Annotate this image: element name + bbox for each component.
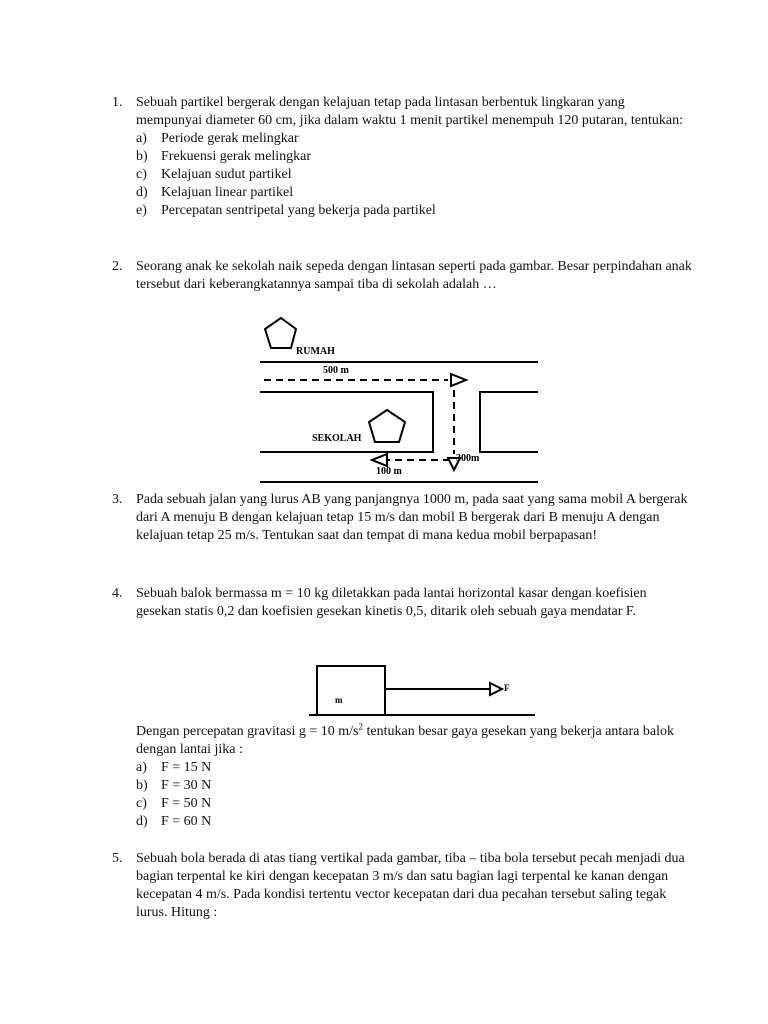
option-text: Kelajuan linear partikel bbox=[161, 185, 294, 200]
option-item bbox=[136, 148, 692, 166]
force-label: F bbox=[504, 683, 510, 693]
superscript: 2 bbox=[358, 721, 363, 732]
option-text: Kelajuan sudut partikel bbox=[161, 167, 292, 182]
option-text: Frekuensi gerak melingkar bbox=[161, 149, 312, 164]
option-label: d) bbox=[136, 185, 148, 200]
question-1 bbox=[112, 94, 692, 220]
option-label: b) bbox=[136, 778, 148, 793]
question-4 bbox=[112, 585, 692, 621]
question-number: 5. bbox=[112, 851, 123, 866]
school-label: SEKOLAH bbox=[312, 433, 362, 444]
option-label: c) bbox=[136, 167, 147, 182]
house-pentagon bbox=[265, 318, 296, 348]
question-4-continued bbox=[112, 723, 692, 831]
option-item bbox=[136, 166, 692, 184]
question-3 bbox=[112, 491, 692, 545]
option-text: F = 30 N bbox=[161, 778, 212, 793]
option-text: Percepatan sentripetal yang bekerja pada partikel bbox=[161, 203, 436, 218]
question-number: 3. bbox=[112, 492, 123, 507]
arrow-left-icon bbox=[372, 454, 387, 466]
question-number: 4. bbox=[112, 586, 123, 601]
question-text: Pada sebuah jalan yang lurus AB yang panjangnya 1000 m, pada saat yang sama mobil A bergerak dari A menuju B dengan kelajuan tetap 15 m/s dan mobil B bergerak dari B menuju A dengan kelajuan tetap 25 m/s. Tentukan saat dan tempat di mana kedua mobil berpapasan! bbox=[136, 492, 688, 543]
option-list bbox=[136, 759, 692, 831]
question-number: 2. bbox=[112, 259, 123, 274]
house-label: RUMAH bbox=[296, 346, 335, 357]
question-text: Sebuah balok bermassa m = 10 kg diletakkan pada lantai horizontal kasar dengan koefisien gesekan statis 0,2 dan koefisien gesekan kinetis 0,5, ditarik oleh sebuah gaya mendatar F. bbox=[136, 586, 647, 619]
option-item bbox=[136, 184, 692, 202]
school-pentagon bbox=[369, 410, 405, 442]
question-number: 1. bbox=[112, 95, 123, 110]
option-label: c) bbox=[136, 796, 147, 811]
option-text: F = 60 N bbox=[161, 814, 212, 829]
question-5 bbox=[112, 850, 692, 922]
mass-label: m bbox=[335, 695, 343, 705]
block-rect bbox=[317, 666, 385, 715]
distance-bottom-label: 100 m bbox=[376, 466, 402, 477]
option-label: b) bbox=[136, 149, 148, 164]
option-label: e) bbox=[136, 203, 147, 218]
arrow-right-icon bbox=[451, 374, 466, 386]
option-item bbox=[136, 202, 692, 220]
question-text: Seorang anak ke sekolah naik sepeda dengan lintasan seperti pada gambar. Besar perpindahan anak tersebut dari keberangkatannya sampai tiba di sekolah adalah … bbox=[136, 259, 692, 292]
option-item bbox=[136, 759, 692, 777]
distance-vertical-label: 300m bbox=[456, 453, 480, 464]
option-item bbox=[136, 813, 692, 831]
route-diagram bbox=[250, 312, 550, 487]
option-list bbox=[136, 130, 692, 220]
distance-top-label: 500 m bbox=[323, 365, 349, 376]
option-item bbox=[136, 795, 692, 813]
question-2 bbox=[112, 258, 692, 294]
option-label: d) bbox=[136, 814, 148, 829]
option-text: F = 50 N bbox=[161, 796, 212, 811]
gravity-text-rest: tentukan besar gaya gesekan yang bekerja antara balok dengan lantai jika : bbox=[136, 724, 674, 757]
option-label: a) bbox=[136, 760, 147, 775]
force-arrow-icon bbox=[490, 683, 502, 695]
road-right-block bbox=[480, 392, 538, 452]
gravity-text: Dengan percepatan gravitasi g = 10 m/s bbox=[136, 724, 359, 739]
option-label: a) bbox=[136, 131, 147, 146]
option-text: F = 15 N bbox=[161, 760, 212, 775]
question-text: Sebuah partikel bergerak dengan kelajuan tetap pada lintasan berbentuk lingkaran yang mempunyai diameter 60 cm, jika dalam waktu 1 menit partikel menempuh 120 putaran, tentukan: bbox=[136, 95, 684, 128]
question-text: Sebuah bola berada di atas tiang vertikal pada gambar, tiba – tiba bola tersebut pecah menjadi dua bagian terpental ke kiri dengan kecepatan 3 m/s dan satu bagian lagi terpental ke kanan dengan kecepatan 4 m/s. Pada kondisi tertentu vector kecepatan dari dua pecahan tersebut saling tegak lurus. Hitung : bbox=[136, 851, 685, 920]
option-text: Periode gerak melingkar bbox=[161, 131, 299, 146]
question-text-continued bbox=[136, 723, 692, 759]
option-item bbox=[136, 777, 692, 795]
option-item bbox=[136, 130, 692, 148]
block-diagram bbox=[305, 660, 540, 720]
